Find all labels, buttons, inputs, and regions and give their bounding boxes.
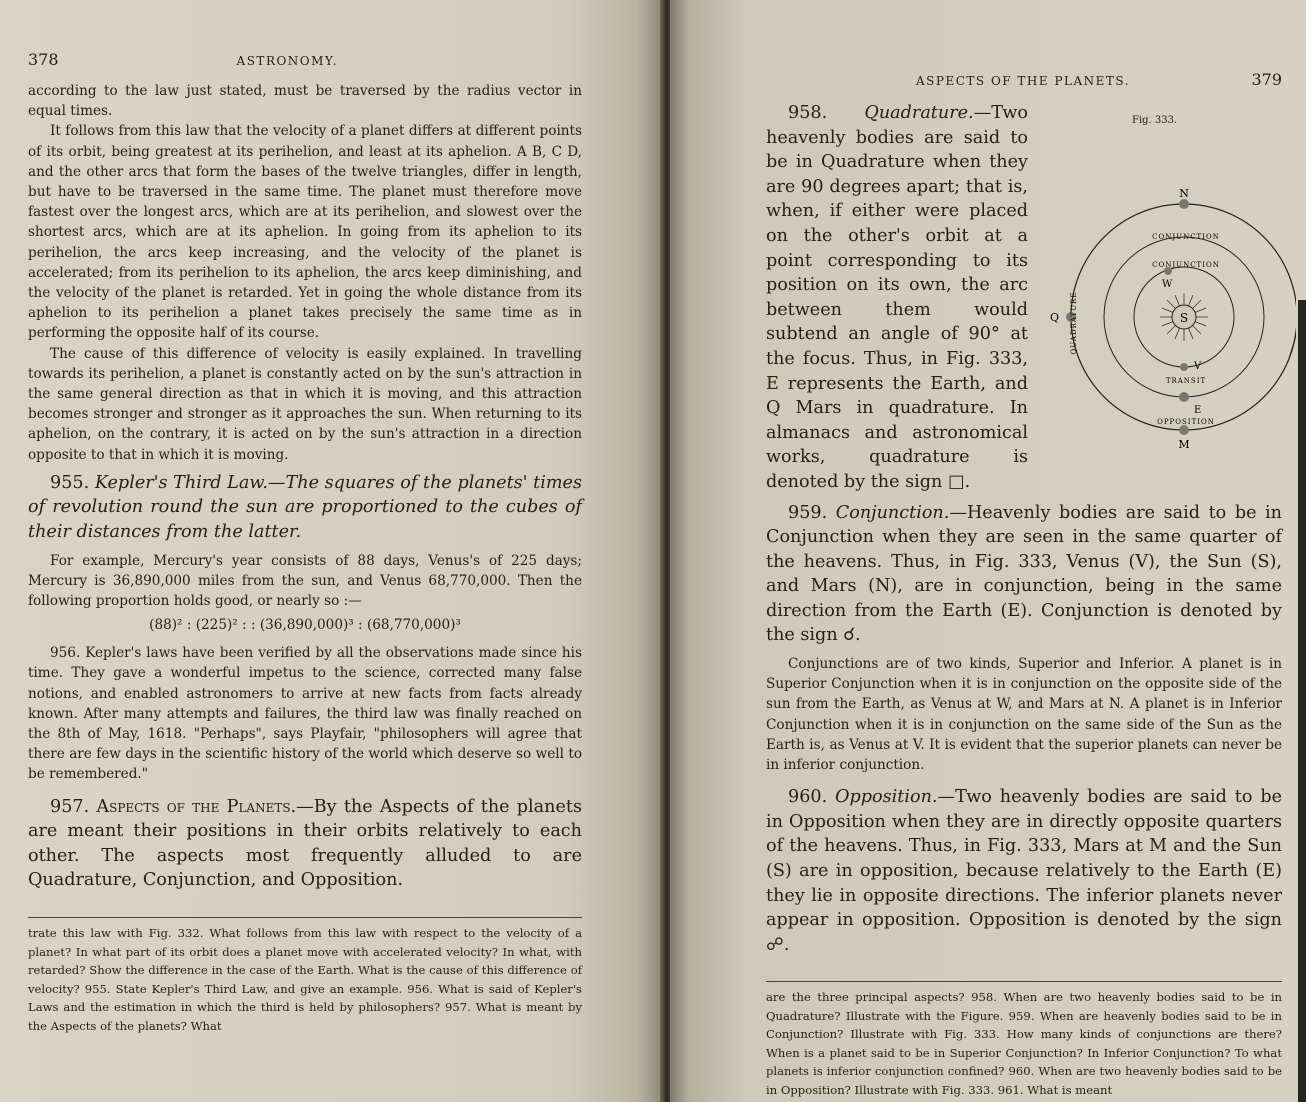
paragraph-example: For example, Mercury's year consists of 88 days, Venus's of 225 days; Mercury is 36,890,000 miles from the sun, and Venus 68,770,000. Then the following proportion holds good, or nearly so :— (28, 552, 582, 610)
section-957-text: —By the Aspects of the planets are meant their positions in their orbits relatively to each other. The aspects most frequently alluded to are Quadrature, Conjunction, and Opposition. (28, 796, 582, 891)
section-959-term: Conjunction. (835, 502, 950, 523)
section-957-number: 957. (50, 796, 90, 817)
right-page-number: 379 (1251, 70, 1282, 89)
left-running-head (28, 50, 582, 69)
section-955-number: 955. (50, 472, 90, 493)
planet-e (1179, 392, 1189, 402)
orbit-direction-arrow (1288, 329, 1296, 362)
kepler-proportion-formula: (88)² : (225)² : : (36,890,000)³ : (68,770,000)³ (149, 617, 461, 634)
section-959-text: —Heavenly bodies are said to be in Conjunction when they are seen in the same quarter of the heavens. Thus, in Fig. 333, Venus (V), the Sun (S), and Mars (N), are in conjunction, being in the same direction from the Earth (E). Conjunction is denoted by the sign ☌. (766, 502, 1283, 646)
label-v: V (1194, 361, 1202, 372)
section-960-number: 960. (788, 787, 828, 808)
right-edge-shadow (1298, 300, 1306, 1102)
label-opposition: OPPOSITION (1157, 418, 1215, 426)
paragraph-conjunction-kinds: Conjunctions are of two kinds, Superior and Inferior. A planet is in Superior Conjunction when it is in conjunction on the opposite side of the sun from the Earth, as Venus at W, and Mars at N. A planet is in Inferior Conjunction when it is in conjunction on the same side of the Sun as the Earth is, as Venus at V. It is evident that the superior planets can never be in inferior conjunction. (766, 656, 1282, 774)
label-quadrature: QUADRATURE (1070, 291, 1078, 355)
planet-n (1179, 199, 1189, 209)
label-m: M (1178, 438, 1190, 451)
section-955 (28, 471, 582, 545)
section-958-term: Quadrature. (864, 103, 974, 123)
orbit-diagram (1036, 107, 1296, 499)
section-955-text: Kepler's Third Law.—The squares of the planets' times of revolution round the sun are proportioned to the cubes of their distances from the latter. (28, 472, 582, 543)
right-footnote-questions: are the three principal aspects? 958. When are two heavenly bodies said to be in Quadrature? Illustrate with the Figure. 959. When are heavenly bodies said to be in Conjunction? Illustrate with Fig. 333. How many kinds of conjunctions are there? When is a planet said to be in Superior Conjunction? In Inferior Conjunction? To what planets is inferior conjunction confined? 960. When are two heavenly bodies said to be in Opposition? Illustrate with Fig. 333. 961. What is meant (766, 990, 1282, 1097)
section-957 (28, 795, 582, 893)
label-transit: TRANSIT (1165, 377, 1207, 385)
label-n: N (1179, 187, 1189, 200)
figure-333 (1036, 107, 1296, 499)
right-page (670, 0, 1306, 1102)
section-956: 956. Kepler's laws have been verified by all the observations made since his time. They gave a wonderful impetus to the science, corrected many false notions, and enabled astronomers to arrive at new facts from facts already known. After many attempts and failures, the third law was finally reached on the 8th of May, 1618. "Perhaps", says Playfair, "philosophers will agree that there are few days in the scientific history of the world which deserve so well to be remembered." (28, 645, 582, 783)
section-959 (766, 501, 1282, 649)
left-running-title: ASTRONOMY. (236, 54, 339, 68)
right-footnote-rule (766, 981, 1282, 982)
figure-caption: Fig. 333. (1132, 115, 1178, 126)
left-page-number: 378 (28, 50, 59, 69)
left-footnote-rule (28, 917, 582, 918)
label-sun: S (1179, 311, 1189, 325)
section-960-term: Opposition. (835, 787, 938, 808)
label-e: E (1194, 405, 1202, 416)
label-w: W (1162, 279, 1173, 290)
section-957-heading: Aspects of the Planets. (96, 796, 297, 817)
paragraph-velocity: It follows from this law that the velocity of a planet differs at different points of its orbit, being greatest at its perihelion, and least at its aphelion. A B, C D, and the other arcs that form the bases of the twelve triangles, differ in length, but have to be traversed in the same time. The planet must therefore move fastest over the longest arcs, which are at its perihelion, and slowest over the shortest arcs, which are at its aphelion. In going from its aphelion to its perihelion, the arcs keep increasing, and the velocity of the planet is accelerated; from its perihelion to its aphelion, the arcs keep diminishing, and the velocity of the planet is retarded. Yet in going the whole distance from its aphelion to its perihelion a planet takes precisely the same time as in performing the opposite half of its course. (28, 123, 582, 342)
planet-m (1179, 425, 1189, 435)
section-958-text: —Two heavenly bodies are said to be in Quadrature when they are 90 degrees apart; that is, when, if either were placed on the other's orbit at a point corresponding to its position on its own, the arc between them would subtend an angle of 90° at the focus. Thus, in Fig. 333, E represents the Earth, and Q Mars in quadrature. In almanacs and astronomical works, quadrature is denoted by the sign □. (766, 103, 1028, 492)
section-960-text: —Two heavenly bodies are said to be in Opposition when they are in directly opposite quarters of the heavens. Thus, in Fig. 333, Mars at M and the Sun (S) are in opposition, because relatively to the Earth (E) they lie in opposite directions. The inferior planets never appear in opposition. Opposition is denoted by the sign ☍. (766, 787, 1282, 955)
planet-v (1180, 363, 1188, 371)
section-960 (766, 785, 1282, 957)
label-conjunction-inner: CONJUNCTION (1152, 261, 1220, 269)
paragraph-continuation: according to the law just stated, must be traversed by the radius vector in equal times. (28, 83, 582, 120)
label-q: Q (1050, 311, 1060, 324)
right-running-head (766, 70, 1282, 89)
section-958-number: 958. (788, 103, 828, 123)
left-footnote-questions: trate this law with Fig. 332. What follows from this law with respect to the velocity of a planet? In what part of its orbit does a planet move with accelerated velocity? In what, with retarded? Show the difference in the case of the Earth. What is the cause of this difference of velocity? 955. State Kepler's Third Law, and give an example. 956. What is said of Kepler's Laws and the estimation in which the third is held by philosophers? 957. What is meant by the Aspects of the planets? What (28, 926, 582, 1033)
label-conjunction-outer: CONJUNCTION (1152, 233, 1220, 241)
right-running-title: ASPECTS OF THE PLANETS. (916, 74, 1131, 88)
section-959-number: 959. (788, 502, 828, 523)
paragraph-cause: The cause of this difference of velocity is easily explained. In travelling towards its perihelion, a planet is constantly acted on by the sun's attraction in the same general direction as that in which it is moving, and this attraction becomes stronger and stronger as it approaches the sun. When returning to its aphelion, on the contrary, it is acted on by the sun's attraction in a direction opposite to that in which it is moving. (28, 345, 582, 463)
